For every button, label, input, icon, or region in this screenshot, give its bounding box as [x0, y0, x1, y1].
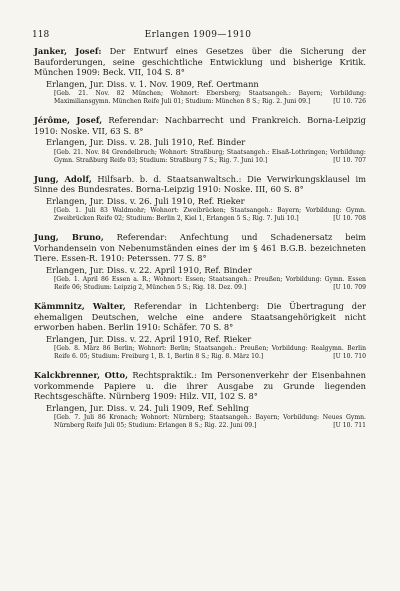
- dissertation-entry: [34, 174, 366, 224]
- author-name: Jung, Bruno,: [34, 232, 104, 242]
- entry-title: Referendar: Nachbarrecht und Frankreich. Borna-Leipzig 1910: Noske. VII, 63 S. 8°: [34, 115, 366, 136]
- catalog-reference: [U 10. 726: [333, 98, 366, 105]
- exam-line: Erlangen, Jur. Diss. v. 1. Nov. 1909, Ref. Oertmann: [46, 78, 259, 89]
- dissertation-list: [34, 46, 366, 439]
- catalog-reference: [U 10. 707: [333, 156, 366, 164]
- author-name: Janker, Josef:: [34, 46, 102, 56]
- running-title: Erlangen 1909—1910: [144, 30, 252, 40]
- entry-title: Hilfsarb. b. d. Staatsanwaltsch.: Die Verwirkungsklausel im Sinne des Bundesrates. Borna-Leipzig 1910: Noske. III, 60 S. 8°: [34, 173, 366, 194]
- biographical-note: [Geb. 7. Juli 86 Kronach; Wohnort: Nürnberg; Staatsangeh.: Bayern; Vorbildung: Neues Gymn. Nürnberg Reife Juli 05; Studium: Erlangen 8 S.; Rig. 22. Juni 09.] [U 10. 711: [54, 414, 366, 429]
- catalog-reference: [U 10. 709: [333, 284, 366, 291]
- dissertation-entry: [34, 301, 366, 361]
- page-number: 118: [32, 30, 50, 40]
- exam-line: Erlangen, Jur. Diss. v. 22. April 1910, Ref. Rieker: [46, 333, 252, 344]
- author-name: Jung, Adolf,: [34, 173, 92, 184]
- entry-title: Rechtspraktik.: Im Personenverkehr der Eisenbahnen vorkommende Papiere u. die ihrer Ausgabe zu Grunde liegenden Rechtsgeschäfte. Nürnberg 1909: Hilz. VII, 102 S. 8°: [34, 370, 366, 401]
- biographical-note: [Geb. 21. Nov. 84 Grendelbruch; Wohnort: Straßburg; Staatsangeh.: Elsaß-Lothringen; Vorbildung: Gymn. Straßburg Reife 03; Studium: Straßburg 7 S.; Rig. 7. Juni 10.] [U 10. 707: [54, 148, 366, 164]
- exam-line: Erlangen, Jur. Diss. v. 22. April 1910, Ref. Binder: [46, 264, 252, 275]
- catalog-reference: [U 10. 710: [333, 353, 366, 360]
- entry-title: Der Entwurf eines Gesetzes über die Sicherung der Bauforderungen, seine geschichtliche Entwicklung und bisherige Kritik. München 1909: Beck. VII, 104 S. 8°: [34, 46, 367, 77]
- catalog-reference: [U 10. 711: [333, 422, 366, 429]
- biographical-note: [Geb. 8. März 86 Berlin; Wohnort: Berlin; Staatsangeh.: Preußen; Vorbildung: Realgymn. Berlin Reife 6. 05; Studium: Freiburg 1, B. 1, Berlin 8 S.; Rig. 8. März 10.] [U 10. 710: [54, 345, 366, 360]
- dissertation-entry: [34, 115, 366, 165]
- dissertation-entry: [34, 46, 366, 106]
- exam-line: Erlangen, Jur. Diss. v. 26. Juli 1910, Ref. Rieker: [46, 195, 245, 206]
- entry-title: Referendar: Anfechtung und Schadenersatz beim Vorhandensein von Nebenumständen eines der im § 461 B.G.B. bezeichneten Tiere. Essen-R. 1910: Peterssen. 77 S. 8°: [34, 232, 367, 263]
- biographical-note: [Geb. 1. Juli 83 Waldmohr; Wohnort: Zweibrücken; Staatsangeh.: Bayern; Vorbildung: Gymn. Zweibrücken Reife 02; Studium: Berlin 2, Kiel 1, Erlangen 5 S.; Rig. 7. Juli 10.] [U 10. 708: [54, 207, 366, 222]
- biographical-note: [Geb. 21. Nov. 82 München; Wohnort: Ebersberg; Staatsangeh.: Bayern; Vorbildung: Maximiliansgymn. München Reife Juli 01; Studium: München 8 S.; Rig. 2. Juni 09.] [U 10. 726: [54, 90, 366, 105]
- author-name: Kalckbrenner, Otto,: [34, 370, 128, 380]
- exam-line: Erlangen, Jur. Diss. v. 24. Juli 1909, Ref. Sehling: [46, 402, 249, 413]
- exam-line: Erlangen, Jur. Diss. v. 28. Juli 1910, Ref. Binder: [46, 137, 246, 147]
- author-name: Kämmnitz, Walter,: [34, 301, 126, 311]
- author-name: Jérôme, Josef,: [34, 115, 103, 125]
- biographical-note: [Geb. 1. April 86 Essen a. R.; Wohnort: Essen; Staatsangeh.: Preußen; Vorbildung: Gymn. Essen Reife 06; Studium: Leipzig 2, München 5 S.; Rig. 18. Dez. 09.] [U 10. 709: [54, 276, 366, 291]
- catalog-reference: [U 10. 708: [333, 215, 366, 222]
- page-header: [32, 30, 364, 42]
- entry-title: Referendar in Lichtenberg: Die Übertragung der ehemaligen Deutschen, welche eine andere Staatsangehörigkeit nicht erworben haben. Berlin 1910: Schäfer. 70 S. 8°: [34, 301, 366, 332]
- dissertation-entry: [34, 232, 366, 292]
- dissertation-entry: [34, 370, 366, 430]
